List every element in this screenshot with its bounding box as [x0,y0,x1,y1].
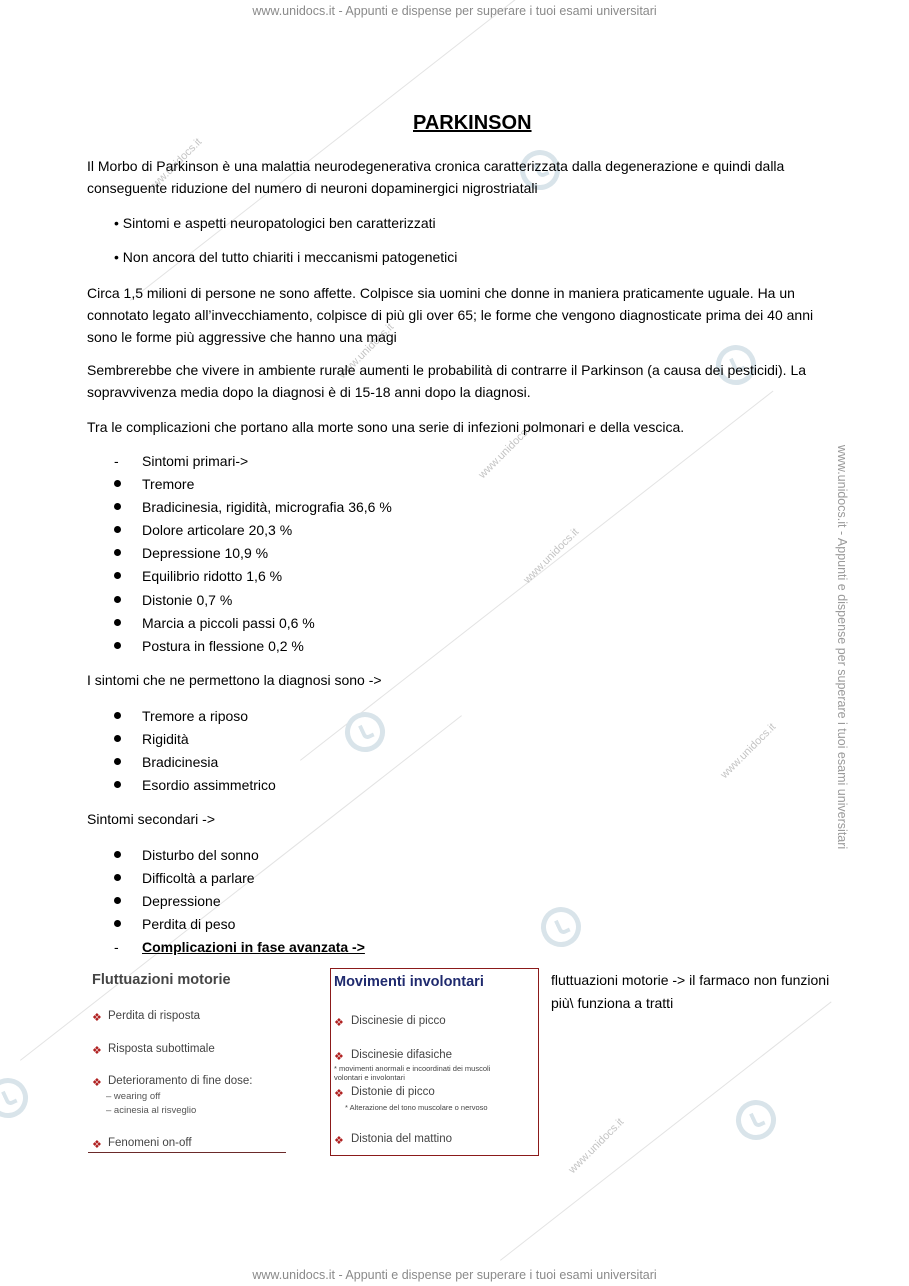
bullet-dot [114,526,121,533]
secondary-heading: Sintomi secondari -> [87,811,216,827]
diagonal-watermark: www.unidocs.it [336,321,397,381]
intro-bullet: • Sintomi e aspetti neuropatologici ben caratterizzati [114,215,436,231]
list-item: Perdita di peso [142,916,236,932]
slide-item: Discinesie di picco [351,1015,446,1027]
footer-watermark: www.unidocs.it - Appunti e dispense per superare i tuoi esami universitari [252,1268,657,1282]
diagonal-watermark: www.unidocs.it [718,721,779,781]
bullet-dot [114,503,121,510]
fluctuations-note: fluttuazioni motorie -> il farmaco non funzioni più\ funziona a tratti [551,972,830,1011]
list-item: Marcia a piccoli passi 0,6 % [142,615,315,631]
decor-line [500,1001,832,1260]
involuntary-movements-slide [330,968,539,1156]
bullet-dot [114,712,121,719]
list-item: Bradicinesia, rigidità, micrografia 36,6 % [142,499,392,515]
bullet-dot [114,920,121,927]
diagonal-watermark: www.unidocs.it [566,1116,627,1176]
diamond-bullet-icon: ❖ [92,1139,102,1151]
bullet-dot [114,897,121,904]
diamond-bullet-icon: ❖ [92,1012,102,1024]
diagonal-watermark: www.unidocs.it [476,421,537,481]
advanced-complications-heading: Complicazioni in fase avanzata -> [142,939,365,955]
intro-paragraph: Il Morbo di Parkinson è una malattia neurodegenerativa cronica caratterizzata dalla degenerazione e quindi dalla conseguente riduzione del numero di neuroni dopaminergici nigrostriatali [87,158,785,196]
bullet-dot [114,781,121,788]
bullet-dot [114,874,121,881]
bullet-dot [114,596,121,603]
slide-item: Deterioramento di fine dose: [108,1075,253,1087]
slide-note: volontari e involontari [334,1073,405,1082]
bullet-dot [114,851,121,858]
diamond-bullet-icon: ❖ [334,1088,344,1100]
slide-item: Risposta subottimale [108,1043,215,1055]
watermark-logo-icon [0,1071,35,1124]
list-item: Depressione 10,9 % [142,545,269,561]
list-item: Depressione [142,893,221,909]
right-side-watermark: www.unidocs.it - Appunti e dispense per superare i tuoi esami universitari [835,444,850,850]
header-watermark: www.unidocs.it - Appunti e dispense per superare i tuoi esami universitari [252,4,657,18]
list-item: Disturbo del sonno [142,847,259,863]
rural-paragraph: Sembrerebbe che vivere in ambiente rurale aumenti le probabilità di contrarre il Parkinson (a causa dei pesticidi). La sopravvivenza media dopo la diagnosi è di 15-18 anni dopo la diagnosi. [87,362,807,400]
slide-item: Distonie di picco [351,1086,435,1098]
diagonal-watermark: www.unidocs.it [521,526,582,586]
watermark-logo-icon [729,1093,782,1146]
diagonal-watermark: www.unidocs.it [144,136,205,196]
dash-marker: - [114,939,119,955]
list-item: Bradicinesia [142,754,219,770]
slide-title: Movimenti involontari [334,974,484,990]
slide-note: * Alterazione del tono muscolare o nervoso [345,1103,488,1112]
motor-fluctuations-slide [88,968,286,1154]
bullet-dot [114,549,121,556]
list-item: Dolore articolare 20,3 % [142,522,293,538]
slide-item: Discinesie difasiche [351,1049,452,1061]
diamond-bullet-icon: ❖ [334,1051,344,1063]
diamond-bullet-icon: ❖ [334,1017,344,1029]
list-item: Rigidità [142,731,189,747]
primary-symptoms-heading: Sintomi primari-> [142,453,249,469]
diamond-bullet-icon: ❖ [334,1135,344,1147]
bullet-dot [114,758,121,765]
list-item: Esordio assimmetrico [142,777,276,793]
slide-item: Fenomeni on-off [108,1137,192,1149]
bullet-dot [114,619,121,626]
slide-item: Perdita di risposta [108,1010,201,1022]
watermark-logo-icon [534,900,587,953]
list-item: Distonie 0,7 % [142,592,233,608]
bullet-dot [114,480,121,487]
watermark-logo-icon [338,705,391,758]
list-item: Tremore [142,476,195,492]
slide-subitem: – wearing off [106,1091,161,1102]
list-item: Postura in flessione 0,2 % [142,638,304,654]
slide-item: Distonia del mattino [351,1133,452,1145]
dash-marker: - [114,453,119,469]
intro-bullet: • Non ancora del tutto chiariti i meccanismi patogenetici [114,249,458,265]
page-title: PARKINSON [413,112,532,134]
complications-paragraph: Tra le complicazioni che portano alla morte sono una serie di infezioni polmonari e della vescica. [87,419,685,435]
list-item: Tremore a riposo [142,708,249,724]
slide-divider [88,1152,286,1153]
bullet-dot [114,735,121,742]
bullet-dot [114,572,121,579]
slide-note: * movimenti anormali e incoordinati dei muscoli [334,1064,491,1073]
slide-title: Fluttuazioni motorie [92,972,231,988]
epidemiology-paragraph: Circa 1,5 milioni di persone ne sono affette. Colpisce sia uomini che donne in maniera praticamente uguale. Ha un connotato legato all’invecchiamento, colpisce di più gli over 65; le forme che vengono diagnosticate prima dei 40 anni sono le forme più aggressive che hanno una magi [87,285,814,345]
diagnosis-heading: I sintomi che ne permettono la diagnosi sono -> [87,672,382,688]
bullet-dot [114,642,121,649]
diamond-bullet-icon: ❖ [92,1077,102,1089]
slide-subitem: – acinesia al risveglio [106,1105,197,1116]
list-item: Equilibrio ridotto 1,6 % [142,568,283,584]
diamond-bullet-icon: ❖ [92,1045,102,1057]
list-item: Difficoltà a parlare [142,870,255,886]
